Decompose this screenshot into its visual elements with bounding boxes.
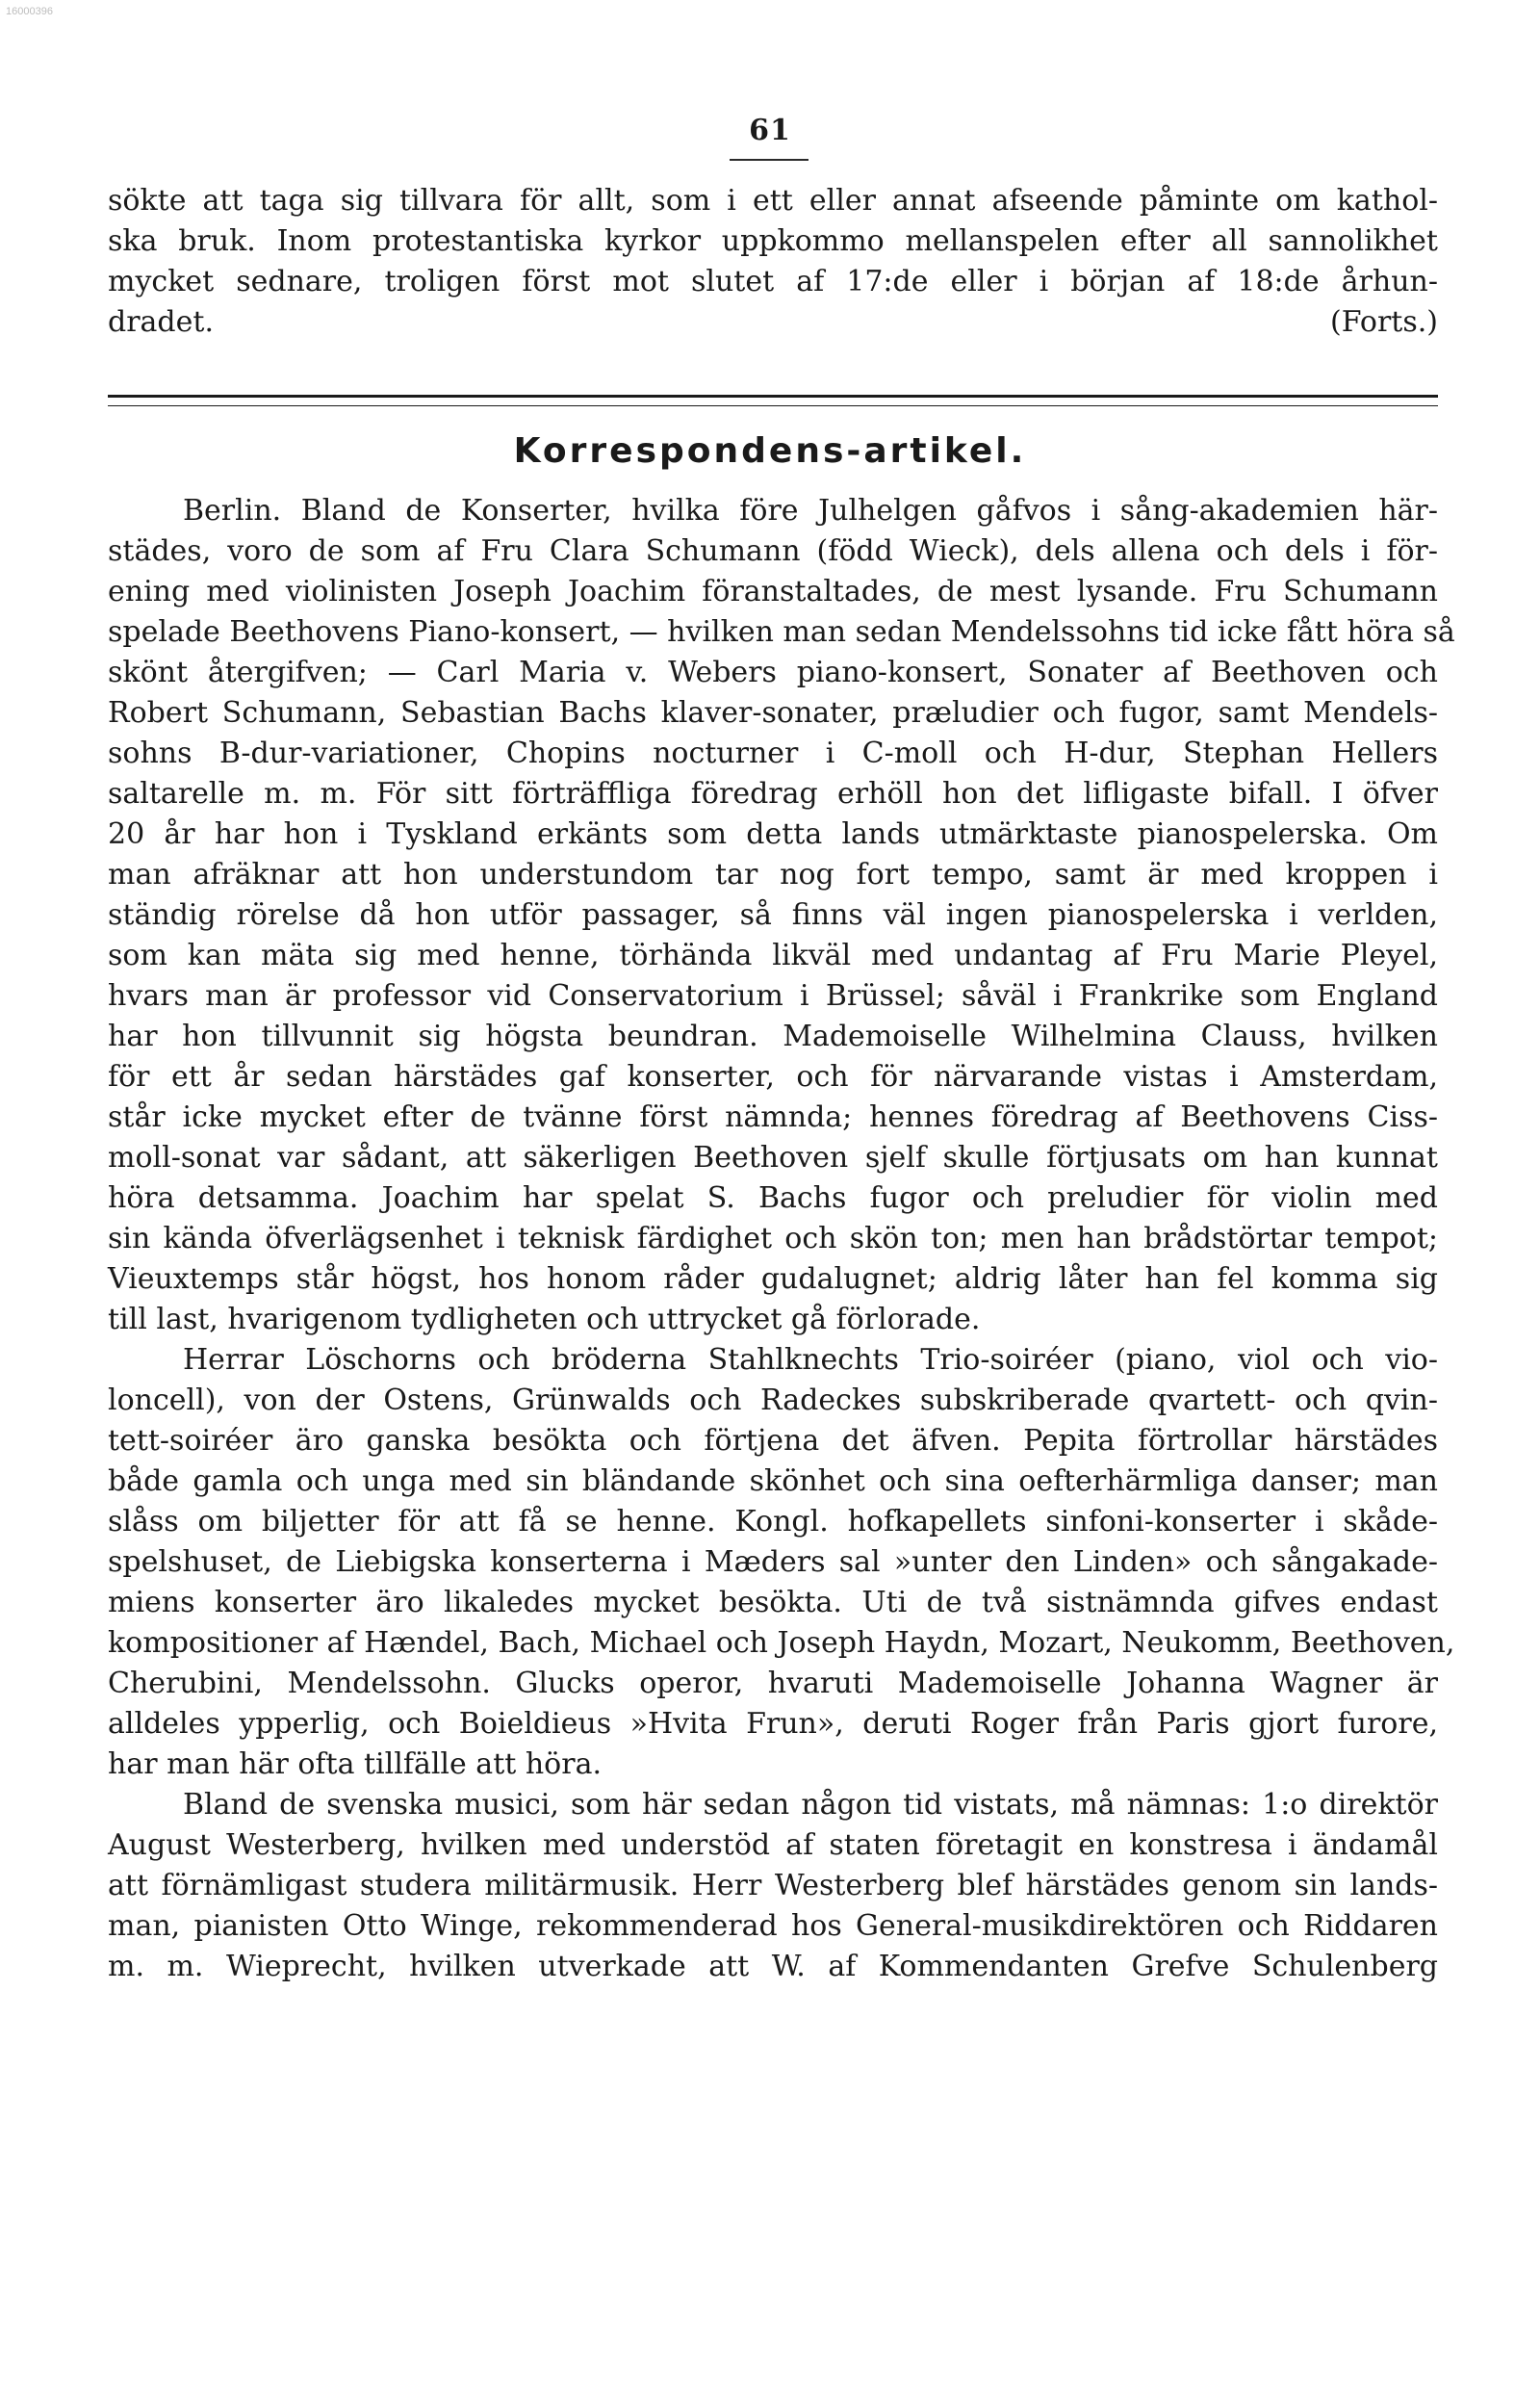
- body-line: August Westerberg, hvilken med understöd af staten företagit en konstresa i ändamål: [108, 1828, 1438, 1862]
- body-line: kompositioner af Hændel, Bach, Michael och Joseph Haydn, Mozart, Neukomm, Beethoven,: [108, 1626, 1455, 1660]
- page-number-rule: [730, 159, 808, 161]
- body-line: spelshuset, de Liebigska konserterna i Mæders sal »unter den Linden» och sångakade-: [108, 1545, 1438, 1579]
- body-line: står icke mycket efter de tvänne först nämnda; hennes föredrag af Beethovens Ciss-: [108, 1100, 1438, 1134]
- body-line: man, pianisten Otto Winge, rekommenderad hos General-musikdirektören och Riddaren: [108, 1909, 1438, 1943]
- body-line: till last, hvarigenom tydligheten och uttrycket gå förlorade.: [108, 1303, 981, 1336]
- body-line: slåss om biljetter för att få se henne. Kongl. hofkapellets sinfoni-konserter i skåde-: [108, 1505, 1438, 1539]
- body-line: m. m. Wieprecht, hvilken utverkade att W. af Kommendanten Grefve Schulenberg: [108, 1950, 1438, 1983]
- body-line: Berlin. Bland de Konserter, hvilka före Julhelgen gåfvos i sång-akademien här-: [183, 494, 1438, 528]
- body-line: städes, voro de som af Fru Clara Schumann (född Wieck), dels allena och dels i för-: [108, 534, 1438, 568]
- article-body: [108, 491, 1455, 1987]
- body-line: Herrar Löschorns och bröderna Stahlknechts Trio-soiréer (piano, viol och vio-: [183, 1343, 1438, 1377]
- body-line: 20 år har hon i Tyskland erkänts som detta lands utmärktaste pianospelerska. Om: [108, 817, 1438, 851]
- body-line: har man här ofta tillfälle att höra.: [108, 1747, 602, 1781]
- body-line: sohns B-dur-variationer, Chopins nocturner i C-moll och H-dur, Stephan Hellers: [108, 737, 1438, 770]
- body-line: ening med violinisten Joseph Joachim föranstaltades, de mest lysande. Fru Schumann: [108, 575, 1438, 608]
- intro-line: dradet.: [108, 305, 214, 339]
- body-line: ständig rörelse då hon utför passager, så finns väl ingen pianospelerska i verlden,: [108, 898, 1438, 932]
- body-line: saltarelle m. m. För sitt förträffliga föredrag erhöll hon det lifligaste bifall. I öfver: [108, 777, 1438, 811]
- continued-label: (Forts.): [1330, 305, 1438, 339]
- intro-paragraph: [108, 181, 1438, 343]
- body-line: miens konserter äro likaledes mycket besökta. Uti de två sistnämnda gifves endast: [108, 1586, 1438, 1619]
- page-number: 61: [749, 114, 791, 147]
- body-line: höra detsamma. Joachim har spelat S. Bachs fugor och preludier för violin med: [108, 1181, 1438, 1215]
- body-line: har hon tillvunnit sig högsta beundran. Mademoiselle Wilhelmina Clauss, hvilken: [108, 1020, 1438, 1053]
- body-line: som kan mäta sig med henne, törhända likväl med undantag af Fru Marie Pleyel,: [108, 939, 1438, 972]
- intro-line: mycket sednare, troligen först mot slutet af 17:de eller i början af 18:de århun-: [108, 265, 1438, 298]
- body-line: sin kända öfverlägsenhet i teknisk färdighet och skön ton; men han brådstörtar tempot;: [108, 1222, 1438, 1255]
- body-line: både gamla och unga med sin bländande skönhet och sina oefterhärmliga danser; man: [108, 1464, 1438, 1498]
- body-line: att förnämligast studera militärmusik. Herr Westerberg blef härstädes genom sin lands-: [108, 1869, 1438, 1902]
- body-line: loncell), von der Ostens, Grünwalds och Radeckes subskriberade qvartett- och qvin-: [108, 1384, 1438, 1417]
- body-line: moll-sonat var sådant, att säkerligen Beethoven sjelf skulle förtjusats om han kunnat: [108, 1141, 1438, 1175]
- body-line: man afräknar att hon understundom tar nog fort tempo, samt är med kroppen i: [108, 858, 1438, 892]
- section-divider: [108, 395, 1438, 406]
- intro-line: sökte att taga sig tillvara för allt, som i ett eller annat afseende påminte om kathol-: [108, 184, 1438, 218]
- body-line: för ett år sedan härstädes gaf konserter, och för närvarande vistas i Amsterdam,: [108, 1060, 1438, 1094]
- section-heading: Korrespondens-artikel.: [513, 431, 1027, 471]
- body-line: Bland de svenska musici, som här sedan någon tid vistats, må nämnas: 1:o direktör: [183, 1788, 1438, 1822]
- body-line: spelade Beethovens Piano-konsert, — hvilken man sedan Mendelssohns tid icke fått höra så: [108, 615, 1455, 649]
- body-line: hvars man är professor vid Conservatorium i Brüssel; såväl i Frankrike som England: [108, 979, 1438, 1013]
- body-line: Cherubini, Mendelssohn. Glucks operor, hvaruti Mademoiselle Johanna Wagner är: [108, 1667, 1438, 1700]
- intro-last-line: [108, 302, 1438, 343]
- body-line: alldeles ypperlig, och Boieldieus »Hvita Frun», deruti Roger från Paris gjort furore,: [108, 1707, 1438, 1741]
- body-line: tett-soiréer äro ganska besökta och förtjena det äfven. Pepita förtrollar härstädes: [108, 1424, 1438, 1458]
- scan-id-label: 16000396: [6, 6, 53, 17]
- body-line: skönt återgifven; — Carl Maria v. Webers piano-konsert, Sonater af Beethoven och: [108, 656, 1438, 689]
- body-line: Vieuxtemps står högst, hos honom råder gudalugnet; aldrig låter han fel komma sig: [108, 1262, 1438, 1296]
- body-line: Robert Schumann, Sebastian Bachs klaver-sonater, præludier och fugor, samt Mendels-: [108, 696, 1438, 730]
- intro-line: ska bruk. Inom protestantiska kyrkor uppkommo mellanspelen efter all sannolikhet: [108, 224, 1438, 258]
